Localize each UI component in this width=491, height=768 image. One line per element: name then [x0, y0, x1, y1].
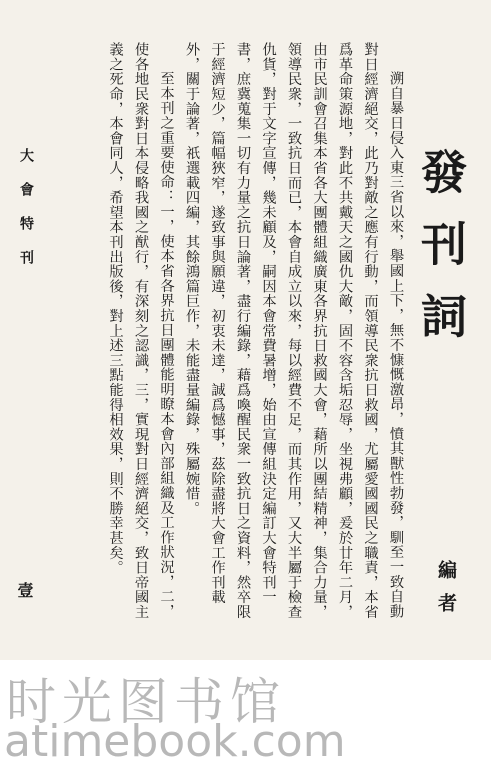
paragraph: 至本刊之重要使命：一，使本省各界抗日團體能明瞭本會內部組織及工作狀況，二，使各地民衆對日本侵略我國之猷行，有深刻之認識，三，實現對日經濟絕交，致日帝國主義之死命，本會同人，希望本刊出版後，對上述三點能得相效果，則不勝幸甚矣。 [107, 42, 175, 620]
watermark [0, 660, 491, 768]
running-header: 大會特刊 [18, 148, 34, 284]
body-text [58, 42, 408, 627]
watermark-url: atimebook.com [4, 716, 346, 767]
watermark-text: 时光图书馆 [6, 673, 286, 731]
page-title: 發刊詞 [414, 148, 468, 364]
author-byline: 編者 [435, 560, 457, 626]
page-number: 壹 [15, 582, 34, 598]
paragraph: 溯自暴日侵入東三省以來，舉國上下，無不慷慨激昂，憤其獸性勃發，馴至一致自動對日經濟絕交，此乃對敵之應有行動，而領導民衆抗日救國，尤屬愛國國民之職責，本省爲革命策源地，對此不共戴天之國仇大敵，固不容含垢忍辱，坐視弗顧，爰於廿年二月，由市民訓會召集本省各大團體組織廣東各界抗日救國大會，藉所以團結精神，集合力量，領導民衆，一致抗日而已，本會自成立以來，每以經費不足，而其作用，又大半屬于檢查仇貨，對于文字宣傳，幾未顧及，嗣因本會常費暑增，始由宣傳組決定編訂大會特刊一書，庶冀蒐集一切有力量之抗日論著，盡行編錄，藉爲喚醒民衆一致抗日之資料，然卒限于經濟短少，篇幅狹窄，遂致事與願違，初衷未達，誠爲憾事，茲除盡將大會工作刊載外，關于論著，祇選載四編，其餘鴻篇巨作，未能盡量編錄，殊屬婉惜。 [184, 42, 404, 620]
